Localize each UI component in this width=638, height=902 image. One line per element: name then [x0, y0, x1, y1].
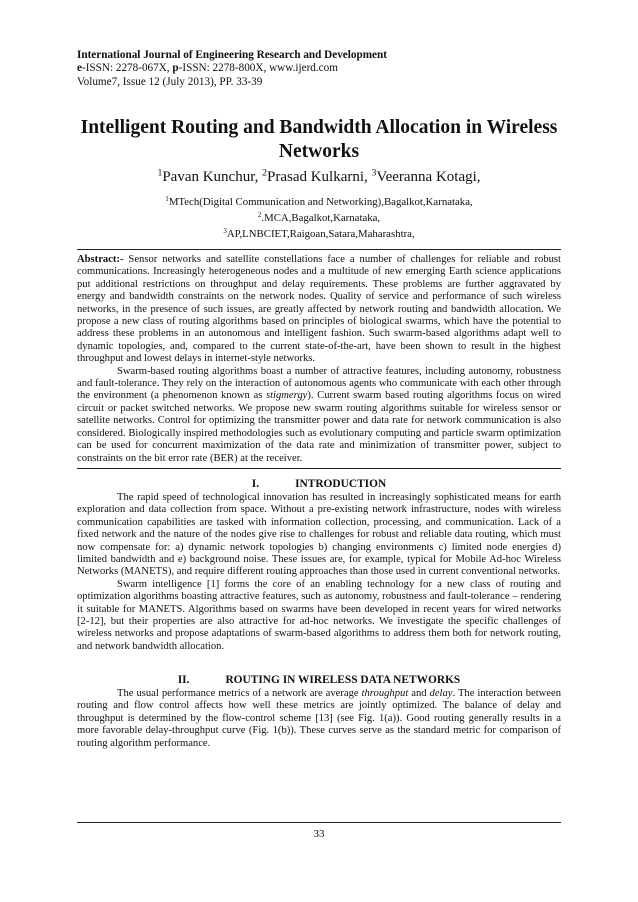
abstract-text-2b: ). Current swarm based routing algorithms focus on wired circuit or packet switched networks. We propose new swarm routing algorithms suitable for wireless sensor or satellite networks. Control for optimizing the transmitter power and data rate for network communication is also considered. Biologically inspired methodologies such as evolutionary computing and particle swarm optimization can be used for concurrent maximization of the data rate and minimization of transmitter power, subject to constraints on the bit error rate (BER) at the receiver.	[77, 390, 561, 464]
affiliation-2-sup: 2	[257, 211, 262, 220]
section-2-text-a: The usual performance metrics of a network are average	[117, 688, 362, 699]
affiliation-3-sup: 3	[223, 227, 227, 236]
section-2-paragraph-1	[77, 688, 561, 750]
abstract-paragraph-1	[77, 254, 561, 366]
abstract-paragraph-2	[77, 366, 561, 465]
abstract-term-stigmergy: stigmergy	[265, 390, 308, 402]
issn-p-value: -ISSN: 2278-800X, www.ijerd.com	[178, 62, 338, 75]
page-number: 33	[313, 828, 325, 840]
affiliation-1-sup: 1	[165, 195, 169, 204]
affiliation-3-text: AP,LNBCIET,Raigoan,Satara,Maharashtra,	[226, 228, 415, 240]
abstract	[77, 254, 561, 465]
section-2-text-c: . The interaction between routing and flow control affects how well these metrics are jointly optimized. The balance of delay and throughput is determined by the flow-control scheme [13] (see Fig. 1(a)). Good routing generally results in a more favorable delay-throughput curve (Fig. 1(b)). These curves serve as the standard metric for comparison of routing algorithm performance.	[77, 688, 561, 749]
author-3-sup: 3	[371, 167, 377, 179]
section-1-heading	[77, 478, 561, 491]
author-1-sup: 1	[157, 167, 163, 179]
section-2-term-throughput: throughput	[361, 688, 409, 699]
section-1-body	[77, 492, 561, 653]
issn-e-value: -ISSN: 2278-067X,	[81, 62, 173, 75]
section-2-term-delay: delay	[429, 688, 453, 699]
journal-header	[77, 49, 557, 89]
issn-line	[77, 62, 557, 75]
volume-line: Volume7, Issue 12 (July 2013), PP. 33-39	[77, 75, 263, 88]
abstract-top-rule	[77, 249, 561, 250]
affiliation-1	[60, 196, 578, 208]
author-3-name: Veeranna Kotagi,	[376, 169, 481, 185]
section-2-title: ROUTING IN WIRELESS DATA NETWORKS	[225, 674, 461, 686]
affiliation-1-text: MTech(Digital Communication and Networking),Bagalkot,Karnataka,	[168, 196, 473, 208]
issn-p-label: p	[172, 62, 179, 75]
section-1-paragraph-2: Swarm intelligence [1] forms the core of an enabling technology for a new class of routing and optimization algorithms boasting attractive features, such as autonomy, robustness and fault-tolerance – rendering it suitable for MANETS. Algorithms based on swarms have been developed in recent years for wired networks [2-12], but their properties are also attractive for ad-hoc networks. We investigate the specific challenges of wireless networks and propose adaptations of swarm-based algorithms to address them both for network routing, and network bandwidth allocation.	[77, 578, 561, 652]
author-1-name: Pavan Kunchur,	[162, 169, 263, 185]
affiliation-3	[60, 228, 578, 240]
paper-title: Intelligent Routing and Bandwidth Allocation in Wireless Networks	[80, 117, 558, 162]
section-1-paragraph-1: The rapid speed of technological innovation has resulted in increasingly sophisticated means for earth exploration and data collection from space. Without a pre-existing network infrastructure, nodes with wireless communication capabilities are tasked with information collection, processing, and communication. Lack of a fixed network and the nature of the nodes give rise to challenges for robust and reliable data routing, which must now compensate for: a) dynamic network topologies b) changing environments c) limited node energies d) limited bandwidth and e) background noise. These issues are, for example, typical for Mobile Ad-hoc Wireless Networks (MANETS), and require different routing approaches than those used in current conventional networks.	[77, 492, 561, 578]
abstract-bottom-rule	[77, 468, 561, 469]
footer-rule	[77, 822, 561, 823]
abstract-text-2a: Swarm-based routing algorithms boast a number of attractive features, including autonomy, robustness and fault-tolerance. They rely on the interaction of autonomous agents who communicate with each other through the environment (a phenomenon known as	[77, 365, 561, 402]
section-2-number: II.	[177, 674, 190, 686]
section-2-text-b: and	[408, 688, 430, 699]
section-2-body	[77, 688, 561, 750]
section-1-title: INTRODUCTION	[295, 478, 387, 490]
abstract-text-1: Sensor networks and satellite constellations face a number of challenges for reliable and robust communications. Increasingly heterogeneous nodes and a multitude of new emerging Earth science applications put additional restrictions on throughput and delay requirements. These problems are further aggravated by energy and bandwidth constraints on the network nodes. Quality of service and performance of such wireless networks, in the presence of such issues, are greatly affected by network routing and bandwidth allocation. We propose a new class of routing algorithms based on principles of biological swarms, which have the potential to address these problems in an autonomous and intelligent fashion. Such swarm-based algorithms adapt well to dynamic topologies, and, compared to the current state-of-the-art, have been shown to result in the highest throughput and lowest delays in internet-style networks.	[77, 254, 561, 365]
section-2-heading	[77, 674, 561, 687]
author-list	[60, 167, 578, 187]
author-2-name: Prasad Kulkarni,	[266, 169, 372, 185]
issn-e-label: e	[77, 62, 82, 75]
affiliation-2	[60, 212, 578, 224]
affiliation-2-text: .MCA,Bagalkot,Karnataka,	[261, 212, 381, 224]
abstract-label: Abstract:-	[77, 254, 124, 265]
journal-name: International Journal of Engineering Research and Development	[77, 49, 387, 61]
author-2-sup: 2	[262, 167, 267, 179]
section-1-number: I.	[251, 478, 260, 490]
